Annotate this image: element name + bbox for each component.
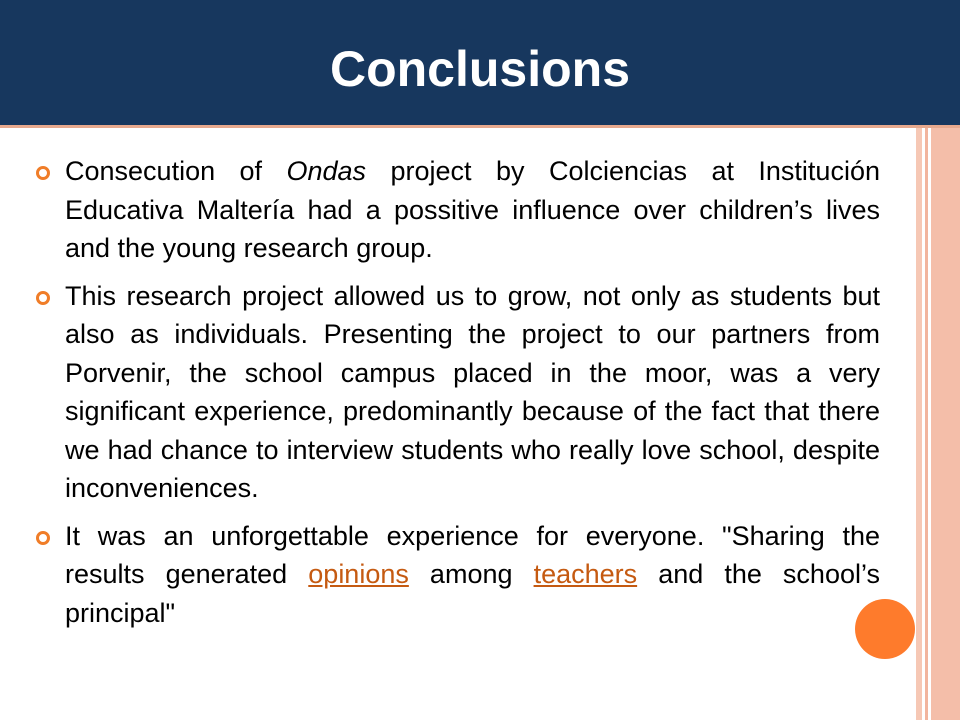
- project-name-italic: Ondas: [286, 156, 367, 186]
- ring-bullet-icon: [36, 291, 50, 305]
- bullet-list: [36, 152, 880, 641]
- side-stripes-decoration: [916, 128, 960, 720]
- bullet-text: and the school’s principal": [65, 559, 880, 628]
- ring-bullet-icon: [36, 531, 50, 545]
- bullet-item: [36, 517, 880, 633]
- teachers-link[interactable]: teachers: [533, 559, 638, 589]
- title-bar: [0, 0, 960, 128]
- bullet-item: [36, 277, 880, 508]
- bullet-text: project by Colciencias at Institución Educativa Maltería had a possitive influence over children’s lives and the young research group.: [65, 156, 880, 263]
- slide-title: Conclusions: [329, 41, 631, 97]
- bullet-text: It was an unforgettable experience for everyone. "Sharing the results generated: [65, 520, 880, 589]
- orange-circle-decoration: [855, 599, 915, 659]
- bullet-text: among: [408, 559, 534, 589]
- bullet-text: This research project allowed us to grow, not only as students but also as individuals. Presenting the project to our partners from Porvenir, the school campus placed in the moor, was a very significant experience, predominantly because of the fact that there we had chance to interview students who really love school, despite inconveniences.: [65, 280, 880, 503]
- side-stripe: [916, 128, 922, 720]
- side-stripe: [925, 128, 928, 720]
- bullet-item: [36, 152, 880, 268]
- ring-bullet-icon: [36, 166, 50, 180]
- bullet-text: Consecution of: [65, 156, 287, 186]
- side-stripe: [931, 128, 960, 720]
- opinions-link[interactable]: opinions: [308, 559, 409, 589]
